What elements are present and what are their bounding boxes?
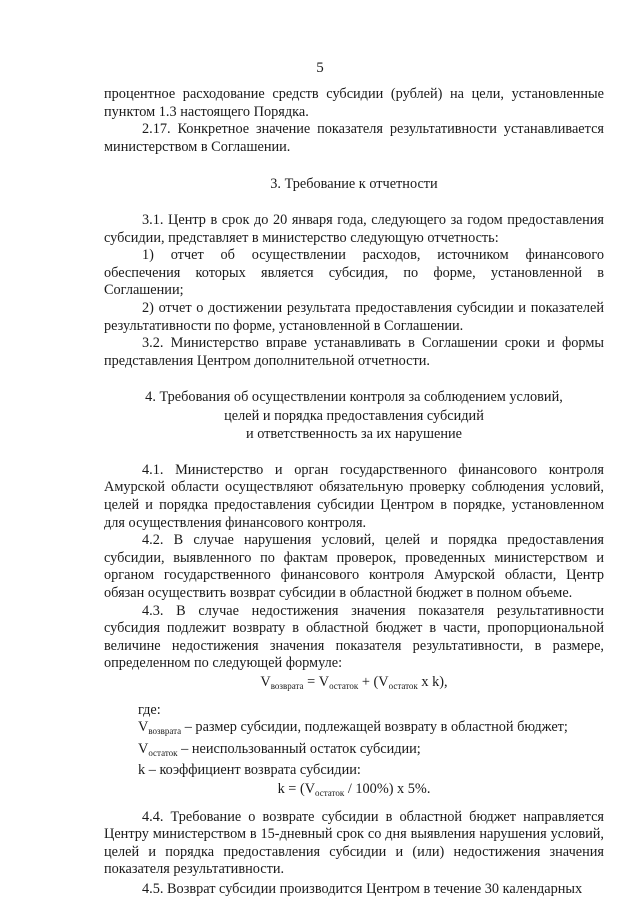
paragraph-3-1-item-1: 1) отчет об осуществлении расходов, источником финансового обеспечения которых является субсидия, по форме, установленной в Соглашении; (104, 247, 604, 299)
paragraph-3-2: 3.2. Министерство вправе устанавливать в Соглашении сроки и формы представления Центром дополнительной отчетности. (104, 335, 604, 369)
definition-v-vozvrata: $V_{возврата}$ – размер субсидии, подлежащей возврату в областной бюджет; (138, 719, 568, 737)
formula-refund-amount: $V_{возврата} = V_{остаток} + (V_{остаток}$ x k), (260, 673, 448, 691)
paragraph-2-16-continuation: процентное расходование средств субсидии (рублей) на цели, установленные пунктом 1.3 настоящего Порядка. (104, 86, 604, 120)
paragraph-2-17: 2.17. Конкретное значение показателя результативности устанавливается министерством в Соглашении. (104, 121, 604, 155)
paragraph-4-3: 4.3. В случае недостижения значения показателя результативности субсидия подлежит возврату в областной бюджет в части, пропорциональной величине недостижения значения показателя результативности, в размере, определенном по следующей формуле: (104, 602, 604, 672)
page-number: 5 (316, 60, 324, 76)
formula-coefficient: $k = (V_{остаток} / 100\%)$ x 5%. (277, 780, 431, 798)
section-3-heading: 3. Требование к отчетности (270, 176, 438, 193)
paragraph-4-2: 4.2. В случае нарушения условий, целей и порядка предоставления субсидии, выявленного по фактам проверок, проведенных министерством и органом государственного финансового контроля Амурской области, Центр обязан осуществить возврат субсидии в областной бюджет в полном объеме. (104, 532, 604, 601)
section-4-heading-line-2: целей и порядка предоставления субсидий (224, 407, 484, 424)
document-body (104, 86, 604, 898)
section-4-heading-line-1: 4. Требования об осуществлении контроля за соблюдением условий, (145, 389, 563, 406)
definition-k: k – коэффициент возврата субсидии: (138, 762, 361, 779)
paragraph-4-4: 4.4. Требование о возврате субсидии в областной бюджет направляется Центру министерством в 15-дневный срок со дня выявления нарушения условий, целей и порядка предоставления субсидии и (или) недостижения значения показателя результативности. (104, 808, 604, 878)
paragraph-4-1: 4.1. Министерство и орган государственного финансового контроля Амурской области осуществляют обязательную проверку соблюдения условий, целей и порядка предоставления субсидии Центром в порядке, установленном для осуществления финансового контроля. (104, 461, 604, 531)
paragraph-3-1: 3.1. Центр в срок до 20 января года, следующего за годом предоставления субсидии, представляет в министерство следующую отчетность: (104, 211, 604, 246)
section-4-heading (104, 388, 604, 444)
paragraph-4-5: 4.5. Возврат субсидии производится Центром в течение 30 календарных (142, 880, 583, 897)
paragraph-3-1-item-2: 2) отчет о достижении результата предоставления субсидии и показателей результативности по форме, установленной в Соглашении. (104, 299, 604, 334)
where-label: где: (138, 701, 161, 718)
section-4-heading-line-3: и ответственность за их нарушение (245, 426, 463, 443)
definition-v-ostatok: $V_{остаток}$ – неиспользованный остаток субсидии; (138, 740, 421, 758)
